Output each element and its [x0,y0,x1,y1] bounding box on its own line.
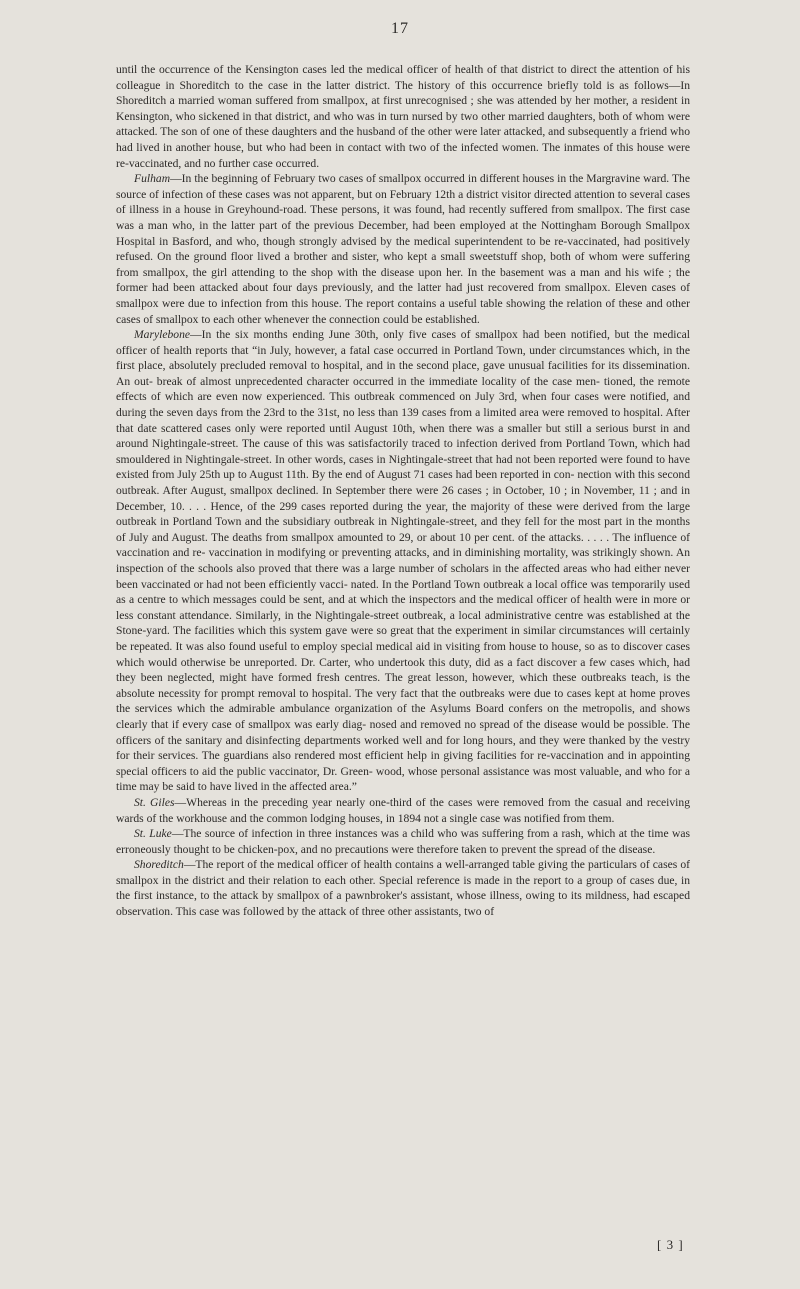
paragraph-heading: Shoreditch [134,858,184,872]
paragraph-st-luke [116,826,690,857]
paragraph-text: —In the beginning of February two cases of smallpox occurred in different houses in the Margravine ward. The source of infection of these cases was not apparent, but on February 12th a district visitor directed attention to several cases of illness in a house in Greyhound-road. These persons, it was found, had recently suffered from smallpox. The first case was a man who, in the latter part of the previous December, had been employed at the Nottingham Borough Smallpox Hospital in Basford, and who, though strongly advised by the medical superintendent to be re-vaccinated, had positively refused. On the ground floor lived a brother and sister, who kept a small sweetstuff shop, both of whom were suffering from smallpox, the girl attending to the shop with the disease upon her. In the basement was a man and his wife ; the former had been attacked about four days previously, and the latter had just recovered from smallpox. Eleven cases of smallpox were due to infection from this house. The report contains a useful table showing the relation of these and other cases of smallpox to each other whenever the connection could be established. [116,172,690,326]
paragraph-text: —The report of the medical officer of health contains a well-arranged table giving the particulars of cases of smallpox in the district and their relation to each other. Special reference is made in the report to a group of cases due, in the first instance, to the attack by smallpox of a pawnbroker's assistant, whose illness, owing to its mildness, had escaped observation. This case was followed by the attack of three other assistants, two of [116,858,690,919]
paragraph-text: until the occurrence of the Kensington cases led the medical officer of health of that district to direct the attention of his colleague in Shoreditch to the case in the latter district. The history of this occurrence briefly told is as follows—In Shoreditch a married woman suffered from smallpox, at first unrecognised ; she was attended by her mother, a resident in Kensington, who sickened in that district, and who was in turn nursed by two other married daughters, both of whom were attacked. The son of one of these daughters and the husband of the other were later attacked, and subsequently a friend who had lived in another house, but who had been in contact with two of the infected women. The inmates of this house were re-vaccinated, and no further case occurred. [116,63,690,170]
printer-signature-mark: [ 3 ] [657,1237,684,1252]
paragraph-text: —Whereas in the preceding year nearly one-third of the cases were removed from the casual and receiving wards of the workhouse and the common lodging houses, in 1894 not a single case was notified from them. [116,795,690,825]
paragraph-heading: Fulham [134,172,171,186]
paragraph-heading: St. Giles [134,795,175,809]
paragraph-fulham [116,171,690,327]
body-text [116,62,690,920]
paragraph-shoreditch-kensington [116,62,690,171]
paragraph-text: —In the six months ending June 30th, only five cases of smallpox had been notified, but the medical officer of health reports that “in July, however, a fatal case occurred in Portland Town, under circumstances which, in the first place, absolutely precluded removal to hospital, and in the second place, gave unusual facilities for its dissemination. An out- break of almost unprecedented character occurred in the immediate locality of the case men- tioned, the remote effects of which are even now experienced. This outbreak commenced on July 3rd, when four cases were notified, and during the seven days from the 23rd to the 31st, no less than 139 cases from a limited area were removed to hospital. After that date scattered cases only were reported until August 10th, when there was a smaller but still a serious burst in and around Nightingale-street. The cause of this was satisfactorily traced to infection derived from Portland Town, which had smouldered in Nightingale-street. In other words, cases in Nightingale-street that had not been reported were found to have existed from July 25th up to August 11th. By the end of August 71 cases had been reported in con- nection with this second outbreak. After August, smallpox declined. In September there were 26 cases ; in October, 10 ; in November, 11 ; and in December, 10. . . . Hence, of the 299 cases reported during the year, the majority of these were derived from the large outbreak in Portland Town and the subsidiary outbreak in Nightingale-street, and they fell for the most part in the months of July and August. The deaths from smallpox amounted to 29, or about 10 per cent. of the attacks. . . . . The influence of vaccination and re- vaccination in modifying or preventing attacks, and in diminishing mortality, was strikingly shown. An inspection of the schools also proved that there was a large number of scholars in the affected areas who had either never been vaccinated or had not been efficiently vacci- nated. In the Portland Town outbreak a local office was temporarily used as a centre to which messages could be sent, and at which the inspectors and the medical officer of health were in more or less constant attendance. Similarly, in the Nightingale-street outbreak, a local administrative centre was established at the Stone-yard. The facilities which this system gave were so great that the experiment in similar circumstances will certainly be repeated. It was also found useful to employ special medical aid in visiting from house to house, so as to discover cases which would otherwise be unreported. Dr. Carter, who undertook this duty, did as a fact discover a few cases which, had they been neglected, might have formed fresh centres. The great lesson, however, which these outbreaks teach, is the absolute necessity for prompt removal to hospital. The very fact that the outbreaks were due to cases kept at home proves the services which the admirable ambulance organization of the Asylums Board confers on the metropolis, and shows clearly that if every case of smallpox was early diag- nosed and removed no spread of the disease would be possible. The officers of the sanitary and disinfecting departments worked well and for long hours, and they were thanked by the vestry for their services. The guardians also rendered most efficient help in giving facilities for re-vaccination and in appointing special officers to aid the public vaccinator, Dr. Green- wood, whose personal assistance was most valuable, and who for a time may be said to have lived in the affected area.” [116,328,690,794]
paragraph-marylebone [116,327,690,795]
paragraph-st-giles [116,795,690,826]
paragraph-text: —The source of infection in three instances was a child who was suffering from a rash, which at the time was erroneously thought to be chicken-pox, and no precautions were therefore taken to prevent the spread of the disease. [116,827,690,856]
paragraph-shoreditch [116,857,690,919]
paragraph-heading: St. Luke [134,827,172,841]
page-number: 17 [391,20,409,37]
paragraph-heading: Marylebone [134,328,191,342]
